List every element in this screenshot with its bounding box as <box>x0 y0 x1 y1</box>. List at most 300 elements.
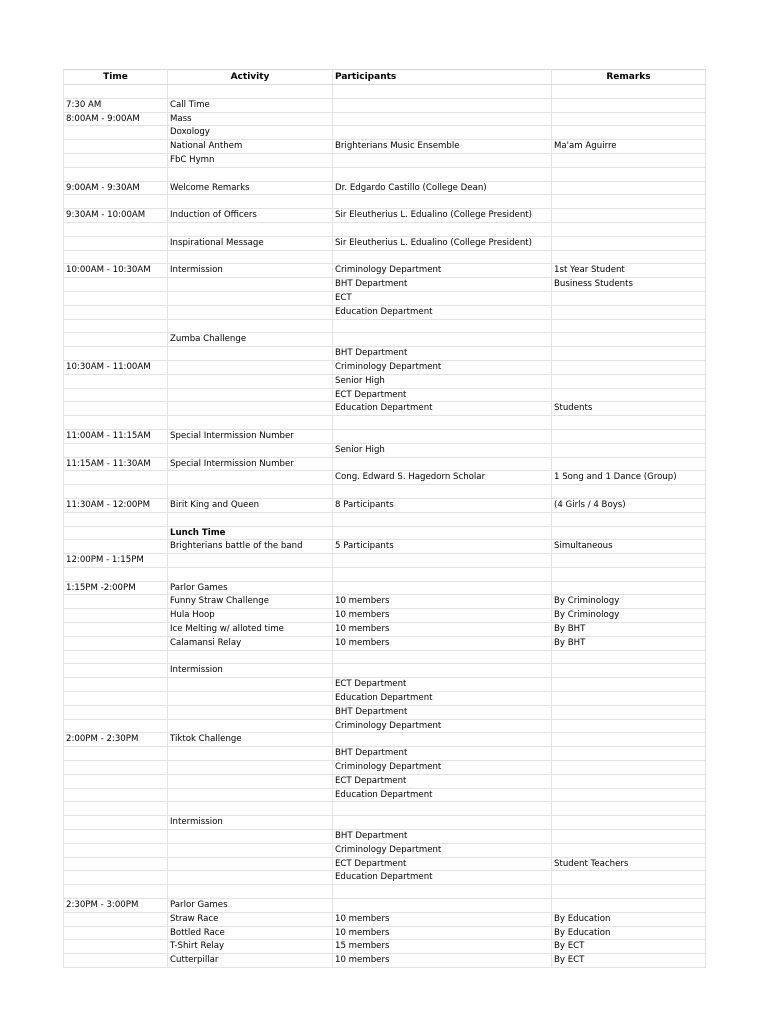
participants-cell: BHT Department <box>332 706 551 719</box>
table-row <box>63 568 706 582</box>
activity-cell <box>167 389 332 402</box>
table-row <box>63 623 706 637</box>
table-row <box>63 816 706 830</box>
activity-cell: Parlor Games <box>167 582 332 595</box>
participants-cell: 10 members <box>332 595 551 608</box>
participants-cell: Sir Eleutherius L. Edualino (College President) <box>332 237 551 250</box>
activity-cell <box>167 720 332 733</box>
activity-cell: Straw Race <box>167 913 332 926</box>
participants-cell: Education Department <box>332 402 551 415</box>
participants-cell: ECT Department <box>332 389 551 402</box>
time-cell <box>63 595 167 608</box>
participants-cell: Brighterians Music Ensemble <box>332 140 551 153</box>
time-cell <box>63 775 167 788</box>
time-cell <box>63 140 167 153</box>
remarks-cell <box>551 844 706 857</box>
time-cell <box>63 375 167 388</box>
activity-cell: Welcome Remarks <box>167 182 332 195</box>
activity-cell <box>167 402 332 415</box>
participants-cell <box>332 802 551 815</box>
participants-cell: ECT <box>332 292 551 305</box>
participants-cell <box>332 333 551 346</box>
table-row <box>63 458 706 472</box>
time-cell: 7:30 AM <box>63 99 167 112</box>
remarks-cell <box>551 375 706 388</box>
time-cell <box>63 540 167 553</box>
remarks-cell <box>551 789 706 802</box>
participants-cell <box>332 582 551 595</box>
time-cell <box>63 306 167 319</box>
activity-cell: Hula Hoop <box>167 609 332 622</box>
remarks-cell <box>551 554 706 567</box>
participants-cell: Criminology Department <box>332 264 551 277</box>
remarks-cell <box>551 871 706 884</box>
participants-cell: Criminology Department <box>332 844 551 857</box>
participants-cell <box>332 99 551 112</box>
table-row <box>63 513 706 527</box>
table-row <box>63 664 706 678</box>
table-row <box>63 444 706 458</box>
participants-cell: Education Department <box>332 692 551 705</box>
activity-cell <box>167 195 332 208</box>
activity-cell: Doxology <box>167 126 332 139</box>
participants-cell: Criminology Department <box>332 761 551 774</box>
remarks-cell <box>551 692 706 705</box>
table-row <box>63 885 706 899</box>
time-cell: 2:00PM - 2:30PM <box>63 733 167 746</box>
participants-cell <box>332 816 551 829</box>
remarks-cell <box>551 816 706 829</box>
participants-cell <box>332 664 551 677</box>
participants-cell <box>332 554 551 567</box>
time-cell <box>63 444 167 457</box>
activity-cell: Zumba Challenge <box>167 333 332 346</box>
header-participants: Participants <box>332 70 551 84</box>
table-row <box>63 209 706 223</box>
remarks-cell <box>551 126 706 139</box>
participants-cell <box>332 126 551 139</box>
table-row <box>63 927 706 941</box>
time-cell <box>63 568 167 581</box>
remarks-cell <box>551 775 706 788</box>
table-row <box>63 789 706 803</box>
activity-cell <box>167 320 332 333</box>
activity-cell <box>167 168 332 181</box>
participants-cell <box>332 485 551 498</box>
participants-cell <box>332 899 551 912</box>
activity-cell <box>167 761 332 774</box>
participants-cell <box>332 733 551 746</box>
activity-cell <box>167 375 332 388</box>
time-cell: 11:15AM - 11:30AM <box>63 458 167 471</box>
remarks-cell <box>551 430 706 443</box>
participants-cell <box>332 195 551 208</box>
time-cell <box>63 844 167 857</box>
activity-cell <box>167 554 332 567</box>
participants-cell <box>332 513 551 526</box>
remarks-cell <box>551 568 706 581</box>
remarks-cell <box>551 720 706 733</box>
table-row <box>63 692 706 706</box>
participants-cell: ECT Department <box>332 858 551 871</box>
remarks-cell: By BHT <box>551 623 706 636</box>
remarks-cell <box>551 347 706 360</box>
activity-cell <box>167 347 332 360</box>
time-cell <box>63 651 167 664</box>
participants-cell: BHT Department <box>332 747 551 760</box>
activity-cell: Special Intermission Number <box>167 458 332 471</box>
time-cell: 11:30AM - 12:00PM <box>63 499 167 512</box>
header-remarks: Remarks <box>551 70 706 84</box>
activity-cell <box>167 789 332 802</box>
time-cell <box>63 637 167 650</box>
remarks-cell <box>551 99 706 112</box>
remarks-cell: 1st Year Student <box>551 264 706 277</box>
remarks-cell <box>551 802 706 815</box>
table-row <box>63 554 706 568</box>
table-row <box>63 223 706 237</box>
participants-cell: 15 members <box>332 940 551 953</box>
time-cell <box>63 333 167 346</box>
table-row <box>63 347 706 361</box>
activity-cell: Funny Straw Challenge <box>167 595 332 608</box>
time-cell <box>63 609 167 622</box>
time-cell <box>63 789 167 802</box>
participants-cell: Criminology Department <box>332 720 551 733</box>
time-cell <box>63 237 167 250</box>
remarks-cell <box>551 485 706 498</box>
table-row <box>63 99 706 113</box>
time-cell <box>63 402 167 415</box>
table-row <box>63 140 706 154</box>
activity-cell <box>167 223 332 236</box>
participants-cell: 10 members <box>332 609 551 622</box>
table-row <box>63 113 706 127</box>
participants-cell: Education Department <box>332 306 551 319</box>
time-cell: 12:00PM - 1:15PM <box>63 554 167 567</box>
remarks-cell: By BHT <box>551 637 706 650</box>
remarks-cell <box>551 154 706 167</box>
table-row <box>63 651 706 665</box>
table-row <box>63 278 706 292</box>
time-cell <box>63 927 167 940</box>
time-cell <box>63 527 167 540</box>
participants-cell: ECT Department <box>332 678 551 691</box>
table-row <box>63 582 706 596</box>
activity-cell <box>167 692 332 705</box>
activity-cell <box>167 830 332 843</box>
participants-cell <box>332 168 551 181</box>
remarks-cell: (4 Girls / 4 Boys) <box>551 499 706 512</box>
table-row <box>63 320 706 334</box>
time-cell: 11:00AM - 11:15AM <box>63 430 167 443</box>
table-row <box>63 430 706 444</box>
table-row <box>63 802 706 816</box>
remarks-cell <box>551 513 706 526</box>
table-row <box>63 361 706 375</box>
table-body <box>63 85 706 968</box>
activity-cell <box>167 802 332 815</box>
remarks-cell <box>551 209 706 222</box>
remarks-cell <box>551 664 706 677</box>
table-row <box>63 126 706 140</box>
remarks-cell <box>551 733 706 746</box>
remarks-cell <box>551 830 706 843</box>
activity-cell <box>167 775 332 788</box>
remarks-cell: Student Teachers <box>551 858 706 871</box>
time-cell <box>63 85 167 98</box>
activity-cell <box>167 858 332 871</box>
activity-cell <box>167 292 332 305</box>
remarks-cell: By Criminology <box>551 595 706 608</box>
remarks-cell <box>551 651 706 664</box>
remarks-cell <box>551 85 706 98</box>
activity-cell <box>167 444 332 457</box>
participants-cell: Criminology Department <box>332 361 551 374</box>
time-cell <box>63 513 167 526</box>
time-cell: 10:30AM - 11:00AM <box>63 361 167 374</box>
remarks-cell <box>551 899 706 912</box>
table-row <box>63 85 706 99</box>
remarks-cell: By ECT <box>551 940 706 953</box>
time-cell <box>63 913 167 926</box>
table-row <box>63 747 706 761</box>
participants-cell <box>332 113 551 126</box>
remarks-cell <box>551 251 706 264</box>
activity-cell: Parlor Games <box>167 899 332 912</box>
remarks-cell <box>551 389 706 402</box>
time-cell: 8:00AM - 9:00AM <box>63 113 167 126</box>
participants-cell: Cong. Edward S. Hagedorn Scholar <box>332 471 551 484</box>
schedule-table <box>63 69 706 968</box>
activity-cell <box>167 885 332 898</box>
activity-cell <box>167 651 332 664</box>
participants-cell: BHT Department <box>332 278 551 291</box>
time-cell <box>63 747 167 760</box>
time-cell <box>63 485 167 498</box>
activity-cell: Ice Melting w/ alloted time <box>167 623 332 636</box>
time-cell <box>63 389 167 402</box>
remarks-cell <box>551 306 706 319</box>
remarks-cell: By Criminology <box>551 609 706 622</box>
table-row <box>63 858 706 872</box>
activity-cell <box>167 416 332 429</box>
remarks-cell <box>551 761 706 774</box>
participants-cell <box>332 568 551 581</box>
remarks-cell <box>551 416 706 429</box>
activity-cell <box>167 85 332 98</box>
time-cell <box>63 471 167 484</box>
participants-cell <box>332 320 551 333</box>
table-row <box>63 844 706 858</box>
time-cell <box>63 706 167 719</box>
time-cell <box>63 168 167 181</box>
time-cell <box>63 678 167 691</box>
time-cell: 1:15PM -2:00PM <box>63 582 167 595</box>
header-time: Time <box>63 70 167 84</box>
participants-cell: BHT Department <box>332 347 551 360</box>
participants-cell: ECT Department <box>332 775 551 788</box>
participants-cell <box>332 430 551 443</box>
table-row <box>63 251 706 265</box>
activity-cell <box>167 678 332 691</box>
remarks-cell: 1 Song and 1 Dance (Group) <box>551 471 706 484</box>
participants-cell: Education Department <box>332 789 551 802</box>
time-cell: 9:00AM - 9:30AM <box>63 182 167 195</box>
table-row <box>63 954 706 968</box>
participants-cell: 10 members <box>332 913 551 926</box>
time-cell <box>63 954 167 967</box>
activity-cell <box>167 251 332 264</box>
table-header <box>63 69 706 85</box>
table-row <box>63 402 706 416</box>
table-row <box>63 899 706 913</box>
time-cell <box>63 251 167 264</box>
participants-cell <box>332 885 551 898</box>
activity-cell <box>167 361 332 374</box>
activity-cell <box>167 568 332 581</box>
table-row <box>63 333 706 347</box>
participants-cell: Education Department <box>332 871 551 884</box>
time-cell <box>63 416 167 429</box>
time-cell <box>63 154 167 167</box>
activity-cell: Mass <box>167 113 332 126</box>
time-cell: 2:30PM - 3:00PM <box>63 899 167 912</box>
remarks-cell <box>551 361 706 374</box>
time-cell <box>63 126 167 139</box>
participants-cell: 10 members <box>332 623 551 636</box>
table-row <box>63 499 706 513</box>
time-cell <box>63 623 167 636</box>
remarks-cell <box>551 333 706 346</box>
time-cell <box>63 830 167 843</box>
participants-cell: Sir Eleutherius L. Edualino (College President) <box>332 209 551 222</box>
remarks-cell <box>551 223 706 236</box>
time-cell <box>63 802 167 815</box>
time-cell <box>63 885 167 898</box>
table-row <box>63 720 706 734</box>
activity-cell: T-Shirt Relay <box>167 940 332 953</box>
remarks-cell: By ECT <box>551 954 706 967</box>
table-row <box>63 733 706 747</box>
time-cell <box>63 940 167 953</box>
table-row <box>63 389 706 403</box>
table-row <box>63 871 706 885</box>
activity-cell <box>167 513 332 526</box>
activity-cell: Intermission <box>167 264 332 277</box>
activity-cell <box>167 844 332 857</box>
time-cell <box>63 223 167 236</box>
participants-cell: 5 Participants <box>332 540 551 553</box>
table-row <box>63 182 706 196</box>
table-row <box>63 830 706 844</box>
table-row <box>63 416 706 430</box>
remarks-cell <box>551 527 706 540</box>
remarks-cell <box>551 237 706 250</box>
remarks-cell <box>551 678 706 691</box>
participants-cell: 10 members <box>332 637 551 650</box>
table-row <box>63 540 706 554</box>
participants-cell <box>332 251 551 264</box>
participants-cell <box>332 223 551 236</box>
participants-cell: 10 members <box>332 927 551 940</box>
time-cell <box>63 720 167 733</box>
time-cell <box>63 195 167 208</box>
remarks-cell <box>551 706 706 719</box>
participants-cell <box>332 527 551 540</box>
activity-cell: Inspirational Message <box>167 237 332 250</box>
remarks-cell <box>551 292 706 305</box>
participants-cell: 10 members <box>332 954 551 967</box>
table-row <box>63 375 706 389</box>
activity-cell: Cutterpillar <box>167 954 332 967</box>
remarks-cell: Students <box>551 402 706 415</box>
remarks-cell: By Education <box>551 913 706 926</box>
header-activity: Activity <box>167 70 332 84</box>
activity-cell: National Anthem <box>167 140 332 153</box>
remarks-cell <box>551 168 706 181</box>
table-row <box>63 264 706 278</box>
table-row <box>63 292 706 306</box>
table-row <box>63 306 706 320</box>
remarks-cell: Simultaneous <box>551 540 706 553</box>
participants-cell: 8 Participants <box>332 499 551 512</box>
time-cell <box>63 292 167 305</box>
participants-cell: Senior High <box>332 375 551 388</box>
activity-cell: Special Intermission Number <box>167 430 332 443</box>
table-row <box>63 609 706 623</box>
remarks-cell <box>551 320 706 333</box>
participants-cell: Dr. Edgardo Castillo (College Dean) <box>332 182 551 195</box>
table-row <box>63 471 706 485</box>
table-row <box>63 706 706 720</box>
participants-cell <box>332 416 551 429</box>
activity-cell <box>167 278 332 291</box>
activity-cell: Call Time <box>167 99 332 112</box>
activity-cell <box>167 485 332 498</box>
remarks-cell: Business Students <box>551 278 706 291</box>
remarks-cell <box>551 458 706 471</box>
activity-cell <box>167 706 332 719</box>
time-cell <box>63 858 167 871</box>
activity-cell: Calamansi Relay <box>167 637 332 650</box>
table-row <box>63 940 706 954</box>
activity-cell: Induction of Officers <box>167 209 332 222</box>
table-row <box>63 678 706 692</box>
time-cell <box>63 347 167 360</box>
time-cell <box>63 871 167 884</box>
activity-cell: Brighterians battle of the band <box>167 540 332 553</box>
time-cell <box>63 816 167 829</box>
participants-cell <box>332 85 551 98</box>
table-row <box>63 775 706 789</box>
remarks-cell <box>551 113 706 126</box>
participants-cell: Senior High <box>332 444 551 457</box>
activity-cell <box>167 871 332 884</box>
table-row <box>63 761 706 775</box>
activity-cell: Intermission <box>167 664 332 677</box>
table-row <box>63 595 706 609</box>
remarks-cell <box>551 582 706 595</box>
activity-cell <box>167 747 332 760</box>
remarks-cell <box>551 182 706 195</box>
activity-cell: FbC Hymn <box>167 154 332 167</box>
time-cell <box>63 692 167 705</box>
remarks-cell <box>551 195 706 208</box>
table-row <box>63 527 706 541</box>
activity-cell: Intermission <box>167 816 332 829</box>
table-row <box>63 913 706 927</box>
